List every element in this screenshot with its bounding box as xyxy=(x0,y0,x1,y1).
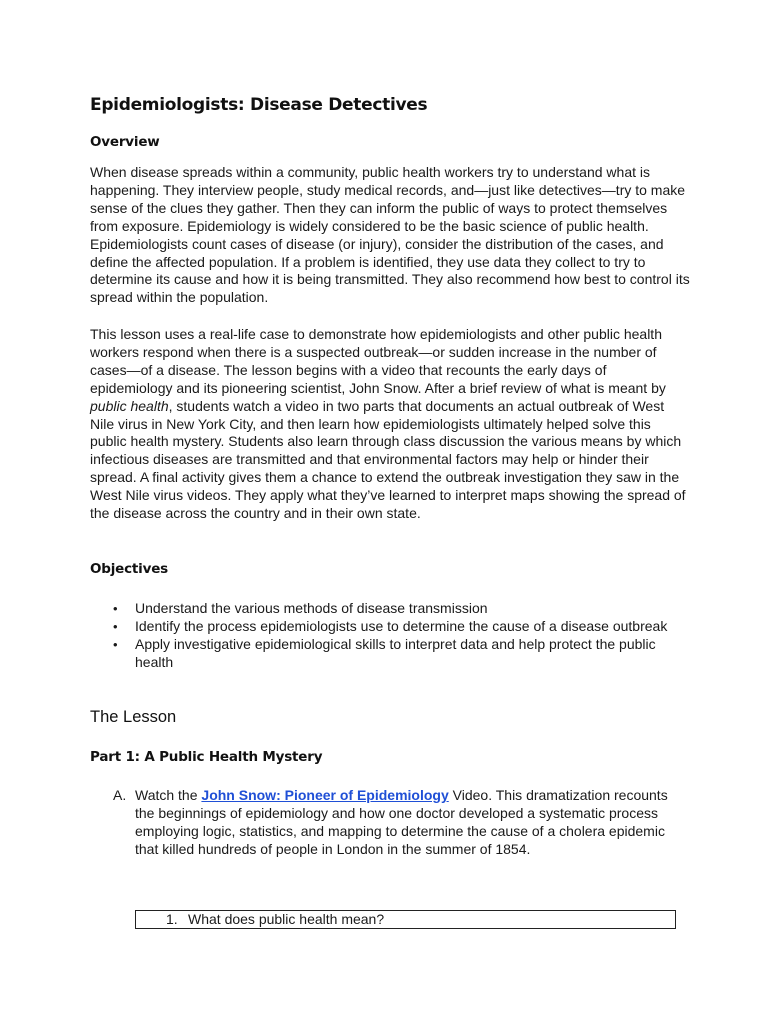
objective-text: Apply investigative epidemiological skills to interpret data and help protect the public health xyxy=(135,635,656,670)
lesson-item-a xyxy=(113,787,673,859)
overview-heading: Overview xyxy=(90,134,160,150)
overview-paragraph-2 xyxy=(90,326,690,523)
bullet-icon: • xyxy=(113,636,118,652)
objective-text: Identify the process epidemiologists use to determine the cause of a disease outbreak xyxy=(135,617,668,634)
question-1-box xyxy=(135,910,676,929)
john-snow-video-link[interactable]: John Snow: Pioneer of Epidemiology xyxy=(201,787,449,803)
overview-paragraph-1: When disease spreads within a community, public health workers try to understand what is happening. They interview people, study medical records, and—just like detectives—try to make sense of the clues they gather. Then they can inform the public of ways to protect themselves from exposure. Epidemiology is widely considered to be the basic science of public health. Epidemiologists count cases of disease (or injury), consider the distribution of the cases, and define the affected population. If a problem is identified, they use data they collect to try to determine its cause and how it is being transmitted. They also recommend how best to control its spread within the population. xyxy=(90,164,690,306)
objectives-heading: Objectives xyxy=(90,561,168,577)
objectives-list xyxy=(90,600,680,672)
lesson-heading: The Lesson xyxy=(90,708,177,726)
objective-item xyxy=(90,600,680,618)
item-a-body xyxy=(135,787,673,859)
bullet-icon: • xyxy=(113,618,118,634)
objective-item xyxy=(90,618,680,636)
question-1-text: What does public health mean? xyxy=(188,911,385,927)
objective-item xyxy=(90,636,680,672)
bullet-icon: • xyxy=(113,601,118,616)
public-health-emphasis: public health xyxy=(90,397,169,414)
item-a-description: Video. This dramatization recounts the beginnings of epidemiology and how one doctor developed a systematic process employing logic, statistics, and mapping to determine the cause of a cholera epidemic that killed hundreds of people in London in the summer of 1854. xyxy=(135,787,668,857)
objective-text: Understand the various methods of disease transmission xyxy=(135,600,488,616)
item-a-prefix: Watch the xyxy=(135,787,202,803)
question-1-number: 1. xyxy=(166,911,178,927)
paragraph-2-text-start: This lesson uses a real-life case to demonstrate how epidemiologists and other public health workers respond when there is a suspected outbreak—or sudden increase in the number of cases—of a disease. The lesson begins with a video that recounts the early days of epidemiology and its pioneering scientist, John Snow. After a brief review of what is meant by xyxy=(90,326,666,396)
paragraph-2-text-end: , students watch a video in two parts that documents an actual outbreak of West Nile virus in New York City, and then learn how epidemiologists ultimately helped solve this public health mystery. Students also learn through class discussion the various means by which infectious diseases are transmitted and that environmental factors may help or hinder their spread. A final activity gives them a chance to extend the outbreak investigation they saw in the West Nile virus videos. They apply what they’ve learned to interpret maps showing the spread of the disease across the country and in their own state. xyxy=(90,397,686,522)
part1-heading: Part 1: A Public Health Mystery xyxy=(90,749,323,765)
item-a-marker: A. xyxy=(113,787,127,803)
page-title: Epidemiologists: Disease Detectives xyxy=(90,95,428,115)
